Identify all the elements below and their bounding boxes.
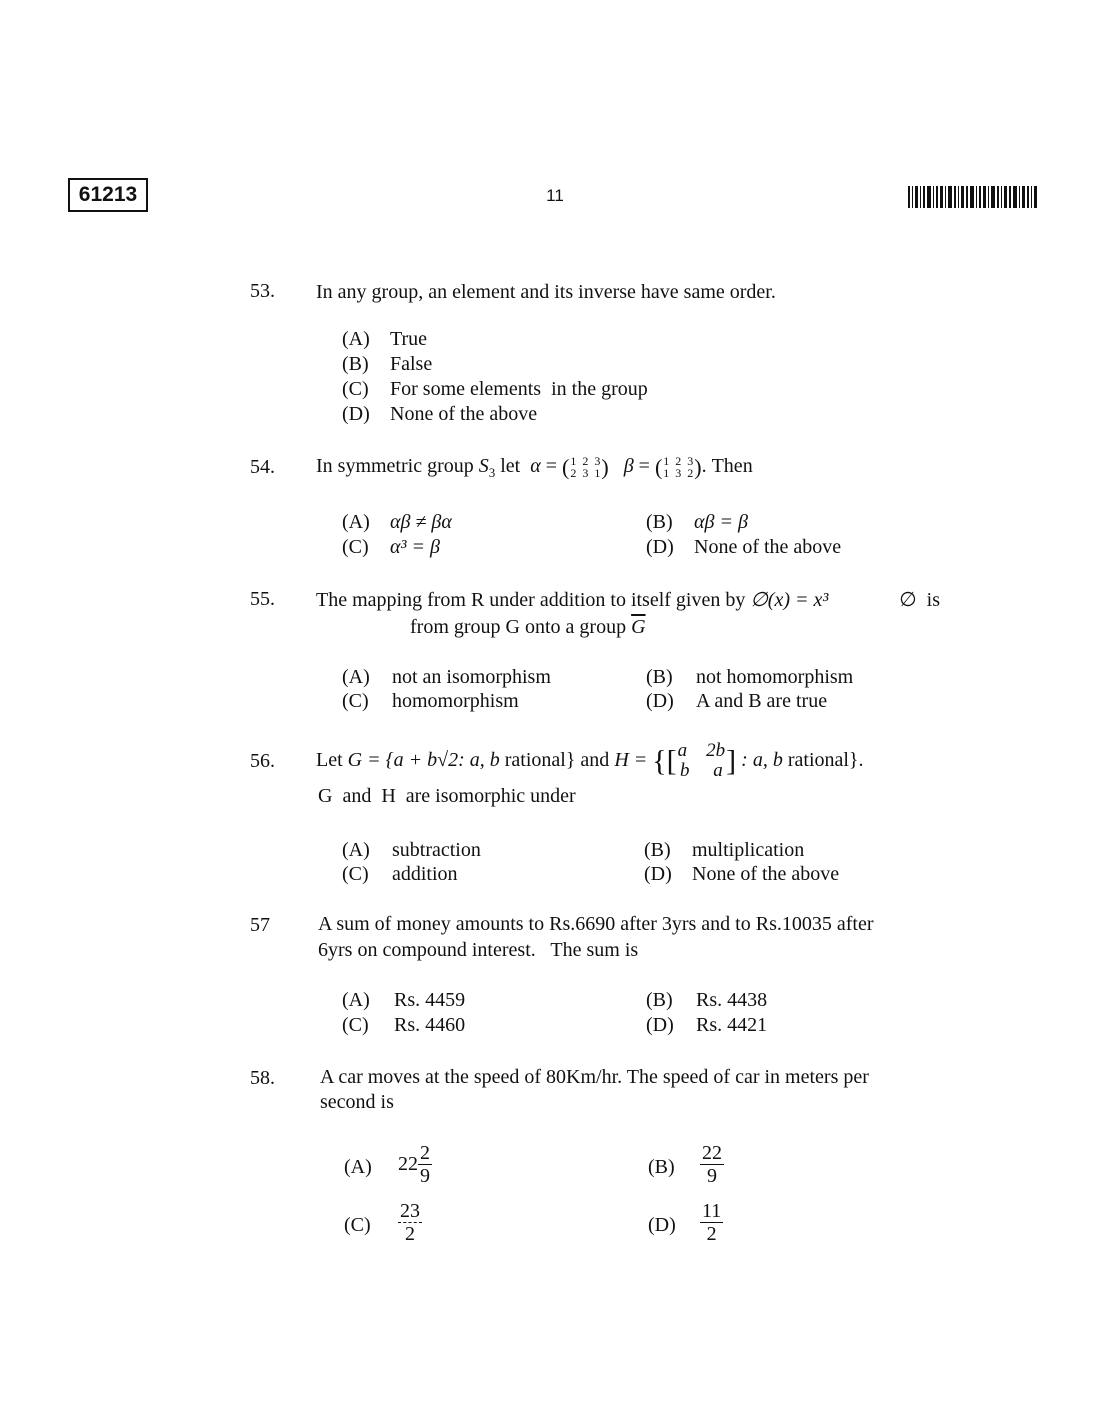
- q56-h-tail: : a, b: [741, 749, 783, 771]
- q54-option-b-label: (B): [646, 511, 673, 533]
- q53-option-a-label: (A): [342, 328, 370, 350]
- q55-formula: ∅(x) = x³: [750, 589, 829, 611]
- q55-option-b: not homomorphism: [696, 666, 854, 688]
- q54-beta-bottom: 1 3 2: [663, 466, 694, 481]
- q58-option-d-numerator: 11: [702, 1200, 722, 1222]
- q54-alpha-bottom: 2 3 1: [570, 466, 601, 481]
- q56-option-b: multiplication: [692, 839, 805, 861]
- question-57-number: 57: [250, 914, 270, 936]
- q56-and: and: [580, 749, 610, 771]
- q54-group-subscript: 3: [488, 465, 496, 480]
- q56-option-a: subtraction: [392, 839, 481, 861]
- q58-option-d-fraction: [700, 1200, 723, 1245]
- question-57-line2: 6yrs on compound interest. The sum is: [318, 939, 639, 961]
- q55-g-bar: $\overline{G}$: [631, 616, 646, 638]
- q55-option-a: not an isomorphism: [392, 666, 551, 688]
- question-56-line2: G and H are isomorphic under: [318, 785, 576, 807]
- q57-option-d: Rs. 4421: [696, 1014, 768, 1036]
- q56-option-c: addition: [392, 863, 458, 885]
- q58-option-a-whole: 22: [398, 1153, 418, 1175]
- q54-equals-2: =: [638, 455, 650, 477]
- q57-option-d-label: (D): [646, 1014, 674, 1036]
- question-58-line2: second is: [320, 1091, 394, 1113]
- question-58-number: 58.: [250, 1067, 275, 1089]
- q54-text-pre: In symmetric group: [316, 455, 474, 477]
- q56-matrix: [678, 741, 726, 781]
- q54-equals-1: =: [545, 455, 558, 477]
- q56-rational-2: rational}.: [787, 749, 864, 771]
- q54-alpha-top: 1 2 3: [570, 454, 601, 469]
- q54-beta: β: [623, 455, 634, 477]
- q55-phi: ∅: [899, 589, 917, 611]
- q56-g-set: G = {a + b√2: a, b: [347, 749, 500, 771]
- q54-beta-top: 1 2 3: [663, 454, 694, 469]
- q54-option-c: α³ = β: [390, 536, 440, 558]
- q58-option-a-label: (A): [344, 1156, 372, 1178]
- question-56-line1: Let G = {a + b√2: a, b rational} and H = {[ a 2b b a ] : a, b rational}.: [316, 740, 864, 782]
- q53-option-d: None of the above: [390, 403, 538, 425]
- q58-option-a: [398, 1142, 432, 1187]
- question-53-number: 53.: [250, 280, 275, 302]
- q56-m12: 2b: [706, 740, 726, 762]
- q53-option-a: True: [390, 328, 428, 350]
- q55-option-d-label: (D): [646, 690, 674, 712]
- q54-let: let: [500, 455, 521, 477]
- q55-option-a-label: (A): [342, 666, 370, 688]
- paper-code: 61213: [68, 178, 148, 212]
- q58-option-a-fraction: [418, 1142, 432, 1187]
- q55-option-b-label: (B): [646, 666, 673, 688]
- q57-option-a-label: (A): [342, 989, 370, 1011]
- q58-option-c-denominator: 2: [405, 1223, 415, 1245]
- question-58-line1: A car moves at the speed of 80Km/hr. The speed of car in meters per: [320, 1066, 869, 1088]
- q58-option-c: [398, 1200, 422, 1245]
- question-54-text: In symmetric group $S_3$ let α = ( 1 2 3 2 3 1 ) β = ( 1 2 3 1 3 2 ). Then: [316, 454, 753, 481]
- q53-option-b: False: [390, 353, 433, 375]
- q55-is: is: [926, 589, 940, 611]
- q54-option-b: αβ = β: [694, 511, 748, 533]
- q54-option-d-label: (D): [646, 536, 674, 558]
- q58-option-c-numerator: 23: [400, 1200, 420, 1222]
- question-54-number: 54.: [250, 456, 275, 478]
- question-53-text: In any group, an element and its inverse have same order.: [316, 281, 776, 303]
- q56-let: Let: [316, 749, 343, 771]
- q56-option-d: None of the above: [692, 863, 840, 885]
- q58-option-d: [700, 1200, 723, 1245]
- q53-option-d-label: (D): [342, 403, 370, 425]
- question-57-line1: A sum of money amounts to Rs.6690 after 3yrs and to Rs.10035 after: [318, 913, 874, 935]
- q58-option-b-numerator: 22: [702, 1142, 722, 1164]
- q54-alpha-permutation: [570, 455, 600, 479]
- q58-option-c-label: (C): [344, 1214, 371, 1236]
- q58-option-d-label: (D): [648, 1214, 676, 1236]
- q53-option-c-label: (C): [342, 378, 369, 400]
- q58-option-a-numerator: 2: [420, 1142, 430, 1164]
- q56-m22: a: [713, 760, 723, 782]
- q54-option-c-label: (C): [342, 536, 369, 558]
- q56-h-eq: H =: [614, 749, 648, 771]
- q56-m21: b: [680, 760, 690, 782]
- q53-option-c: For some elements in the group: [390, 378, 648, 400]
- page-number: 11: [546, 186, 564, 205]
- q54-alpha: α: [530, 455, 541, 477]
- q56-option-a-label: (A): [342, 839, 370, 861]
- barcode-graphic: [908, 186, 1038, 208]
- question-55-line1: [316, 587, 940, 612]
- question-55-line2: [410, 616, 646, 639]
- q55-line2-text: from group G onto a group: [410, 616, 627, 638]
- q56-option-b-label: (B): [644, 839, 671, 861]
- q55-line1-text: The mapping from R under addition to itself given by: [316, 589, 746, 611]
- q55-option-c-label: (C): [342, 690, 369, 712]
- q58-option-b-denominator: 9: [707, 1165, 717, 1187]
- q57-option-b: Rs. 4438: [696, 989, 768, 1011]
- q54-beta-permutation: [663, 455, 693, 479]
- question-56-number: 56.: [250, 750, 275, 772]
- q58-option-b: [700, 1142, 724, 1187]
- q57-option-b-label: (B): [646, 989, 673, 1011]
- q54-option-d: None of the above: [694, 536, 842, 558]
- q56-m11: a: [677, 740, 688, 762]
- q57-option-c: Rs. 4460: [394, 1014, 466, 1036]
- q57-option-c-label: (C): [342, 1014, 369, 1036]
- q58-option-b-fraction: [700, 1142, 724, 1187]
- q54-group-symbol: S: [478, 455, 489, 477]
- q54-text-post: . Then: [701, 455, 753, 477]
- q58-option-b-label: (B): [648, 1156, 675, 1178]
- q56-option-c-label: (C): [342, 863, 369, 885]
- q55-option-d: A and B are true: [696, 690, 828, 712]
- q53-option-b-label: (B): [342, 353, 369, 375]
- q56-rational-1: rational}: [504, 749, 576, 771]
- q58-option-d-denominator: 2: [706, 1223, 717, 1245]
- q54-option-a-label: (A): [342, 511, 370, 533]
- q57-option-a: Rs. 4459: [394, 989, 466, 1011]
- q58-option-c-fraction: [398, 1200, 422, 1245]
- q55-option-c: homomorphism: [392, 690, 519, 712]
- q54-option-a: αβ ≠ βα: [390, 511, 452, 533]
- q56-option-d-label: (D): [644, 863, 672, 885]
- question-55-number: 55.: [250, 588, 275, 610]
- q58-option-a-denominator: 9: [420, 1165, 430, 1187]
